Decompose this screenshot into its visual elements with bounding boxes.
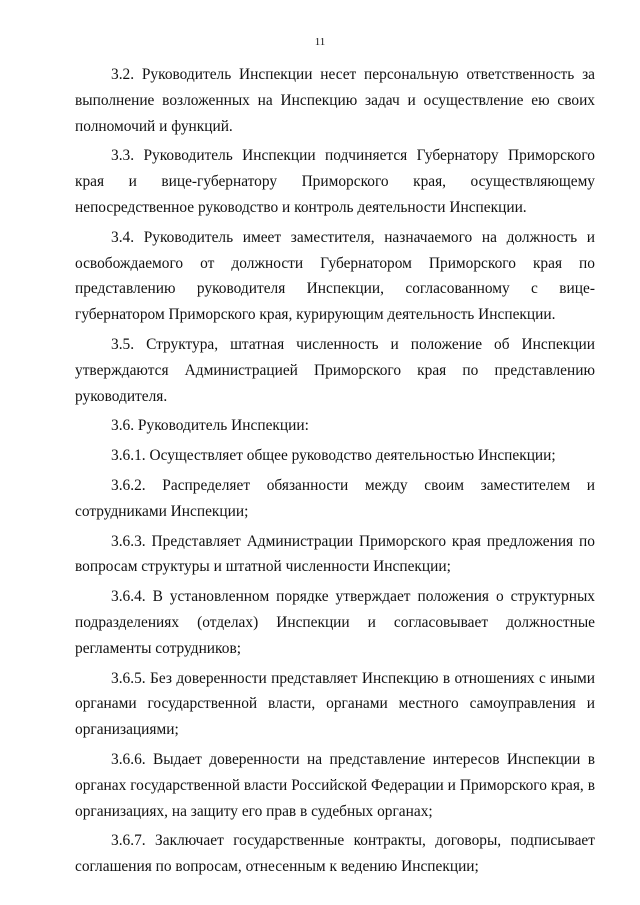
paragraph-3-6-5: 3.6.5. Без доверенности представляет Инспекцию в отношениях с иными органами государственной власти, органами местного самоуправления и организациями; (75, 669, 595, 739)
paragraph-3-5: 3.5. Структура, штатная численность и положение об Инспекции утверждаются Администрацией Приморского края по представлению руководителя. (75, 335, 595, 405)
paragraph-3-3: 3.3. Руководитель Инспекции подчиняется Губернатору Приморского края и вице-губернатору Приморского края, осуществляющему непосредственное руководство и контроль деятельности Инспекции. (75, 147, 595, 216)
paragraph-3-6-1: 3.6.1. Осуществляет общее руководство деятельностью Инспекции; (111, 447, 556, 465)
paragraph-3-6-3: 3.6.3. Представляет Администрации Приморского края предложения по вопросам структуры и штатной численности Инспекции; (75, 532, 595, 576)
paragraph-3-6-4: 3.6.4. В установленном порядке утверждает положения о структурных подразделениях (отделах) Инспекции и согласовывает должностные регламенты сотрудников; (75, 588, 595, 657)
paragraph-3-6-6: 3.6.6. Выдает доверенности на представление интересов Инспекции в органах государственной власти Российской Федерации и Приморского края, в организациях, на защиту его прав в судебных органах; (75, 750, 595, 820)
document-body (75, 62, 595, 880)
paragraph-3-6: 3.6. Руководитель Инспекции: (111, 417, 309, 435)
paragraph-3-6-7: 3.6.7. Заключает государственные контракты, договоры, подписывает соглашения по вопросам, отнесенным к ведению Инспекции; (75, 832, 595, 876)
paragraph-3-4: 3.4. Руководитель имеет заместителя, назначаемого на должность и освобождаемого от должности Губернатором Приморского края по представлению руководителя Инспекции, согласованному с вице-губернатором Приморского края, курирующим деятельность Инспекции. (75, 228, 595, 324)
paragraph-3-6-2: 3.6.2. Распределяет обязанности между своим заместителем и сотрудниками Инспекции; (75, 476, 595, 520)
page-number: 11 (314, 36, 326, 48)
paragraph-3-2: 3.2. Руководитель Инспекции несет персональную ответственность за выполнение возложенных на Инспекцию задач и осуществление ею своих полномочий и функций. (75, 66, 595, 135)
